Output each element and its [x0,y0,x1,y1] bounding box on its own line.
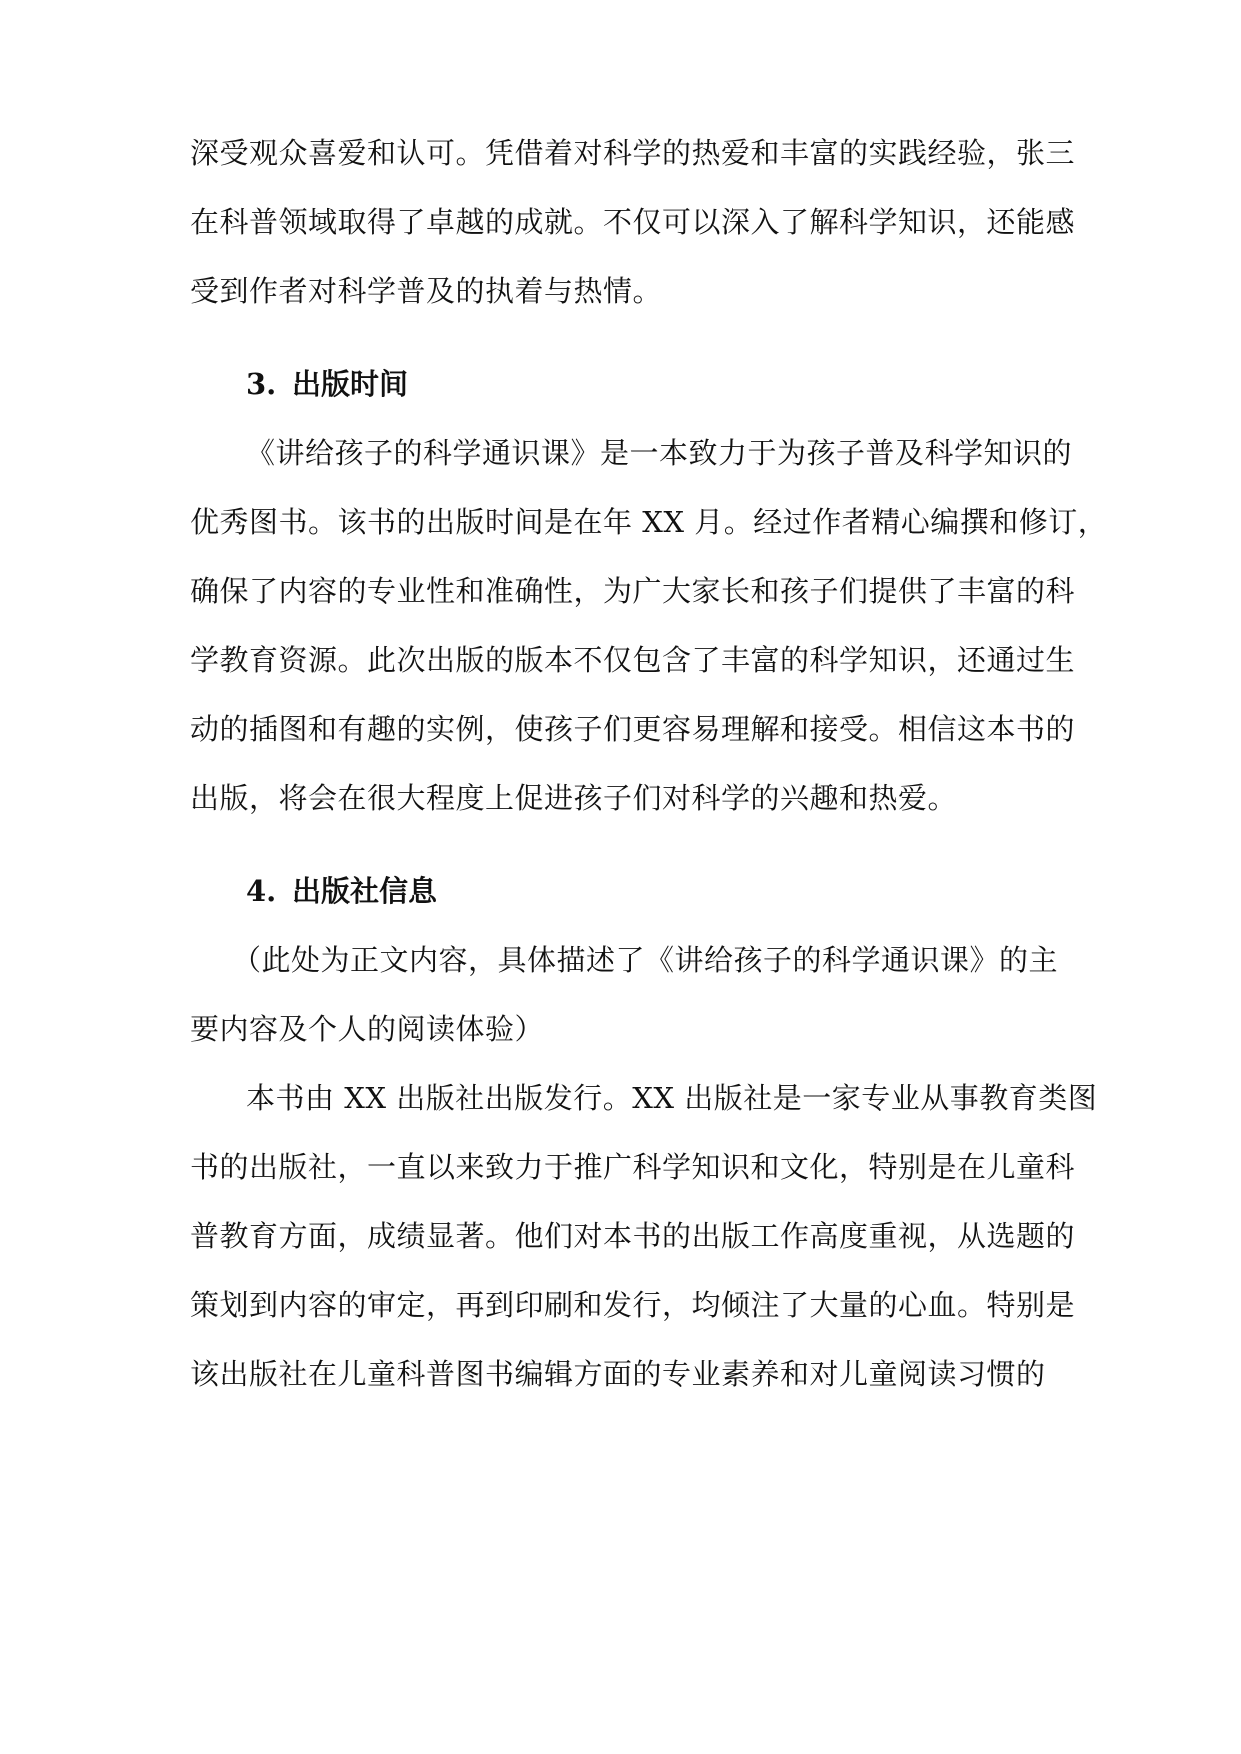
paragraph-line: 受到作者对科学普及的执着与热情。 [190,274,663,308]
section-number: 4. [246,874,277,908]
paragraph-line: 确保了内容的专业性和准确性，为广大家长和孩子们提供了丰富的科 [190,574,1076,608]
paragraph-line: 在科普领域取得了卓越的成就。不仅可以深入了解科学知识，还能感 [190,205,1076,239]
paragraph-line: 书的出版社，一直以来致力于推广科学知识和文化，特别是在儿童科 [190,1150,1076,1184]
paragraph-line: 策划到内容的审定，再到印刷和发行，均倾注了大量的心血。特别是 [190,1288,1076,1322]
note-line: 要内容及个人的阅读体验） [190,1012,545,1046]
note-line: （此处为正文内容，具体描述了《讲给孩子的科学通识课》的主 [232,943,1059,977]
section-title: 出版时间 [292,367,409,401]
section-number: 3. [246,367,277,401]
paragraph-line: 优秀图书。该书的出版时间是在年 XX 月。经过作者精心编撰和修订， [190,505,1108,539]
section-heading-3 [246,364,408,404]
section-heading-4 [246,871,437,911]
paragraph-line: 出版，将会在很大程度上促进孩子们对科学的兴趣和热爱。 [190,781,958,815]
paragraph-line: 动的插图和有趣的实例，使孩子们更容易理解和接受。相信这本书的 [190,712,1076,746]
paragraph-line: 学教育资源。此次出版的版本不仅包含了丰富的科学知识，还通过生 [190,643,1076,677]
paragraph-line: 《讲给孩子的科学通识课》是一本致力于为孩子普及科学知识的 [246,436,1073,470]
paragraph-line: 该出版社在儿童科普图书编辑方面的专业素养和对儿童阅读习惯的 [190,1357,1046,1391]
paragraph-line: 深受观众喜爱和认可。凭借着对科学的热爱和丰富的实践经验，张三 [190,136,1076,170]
paragraph-line: 本书由 XX 出版社出版发行。XX 出版社是一家专业从事教育类图 [246,1081,1098,1115]
paragraph-line: 普教育方面，成绩显著。他们对本书的出版工作高度重视，从选题的 [190,1219,1076,1253]
section-title: 出版社信息 [292,874,438,908]
